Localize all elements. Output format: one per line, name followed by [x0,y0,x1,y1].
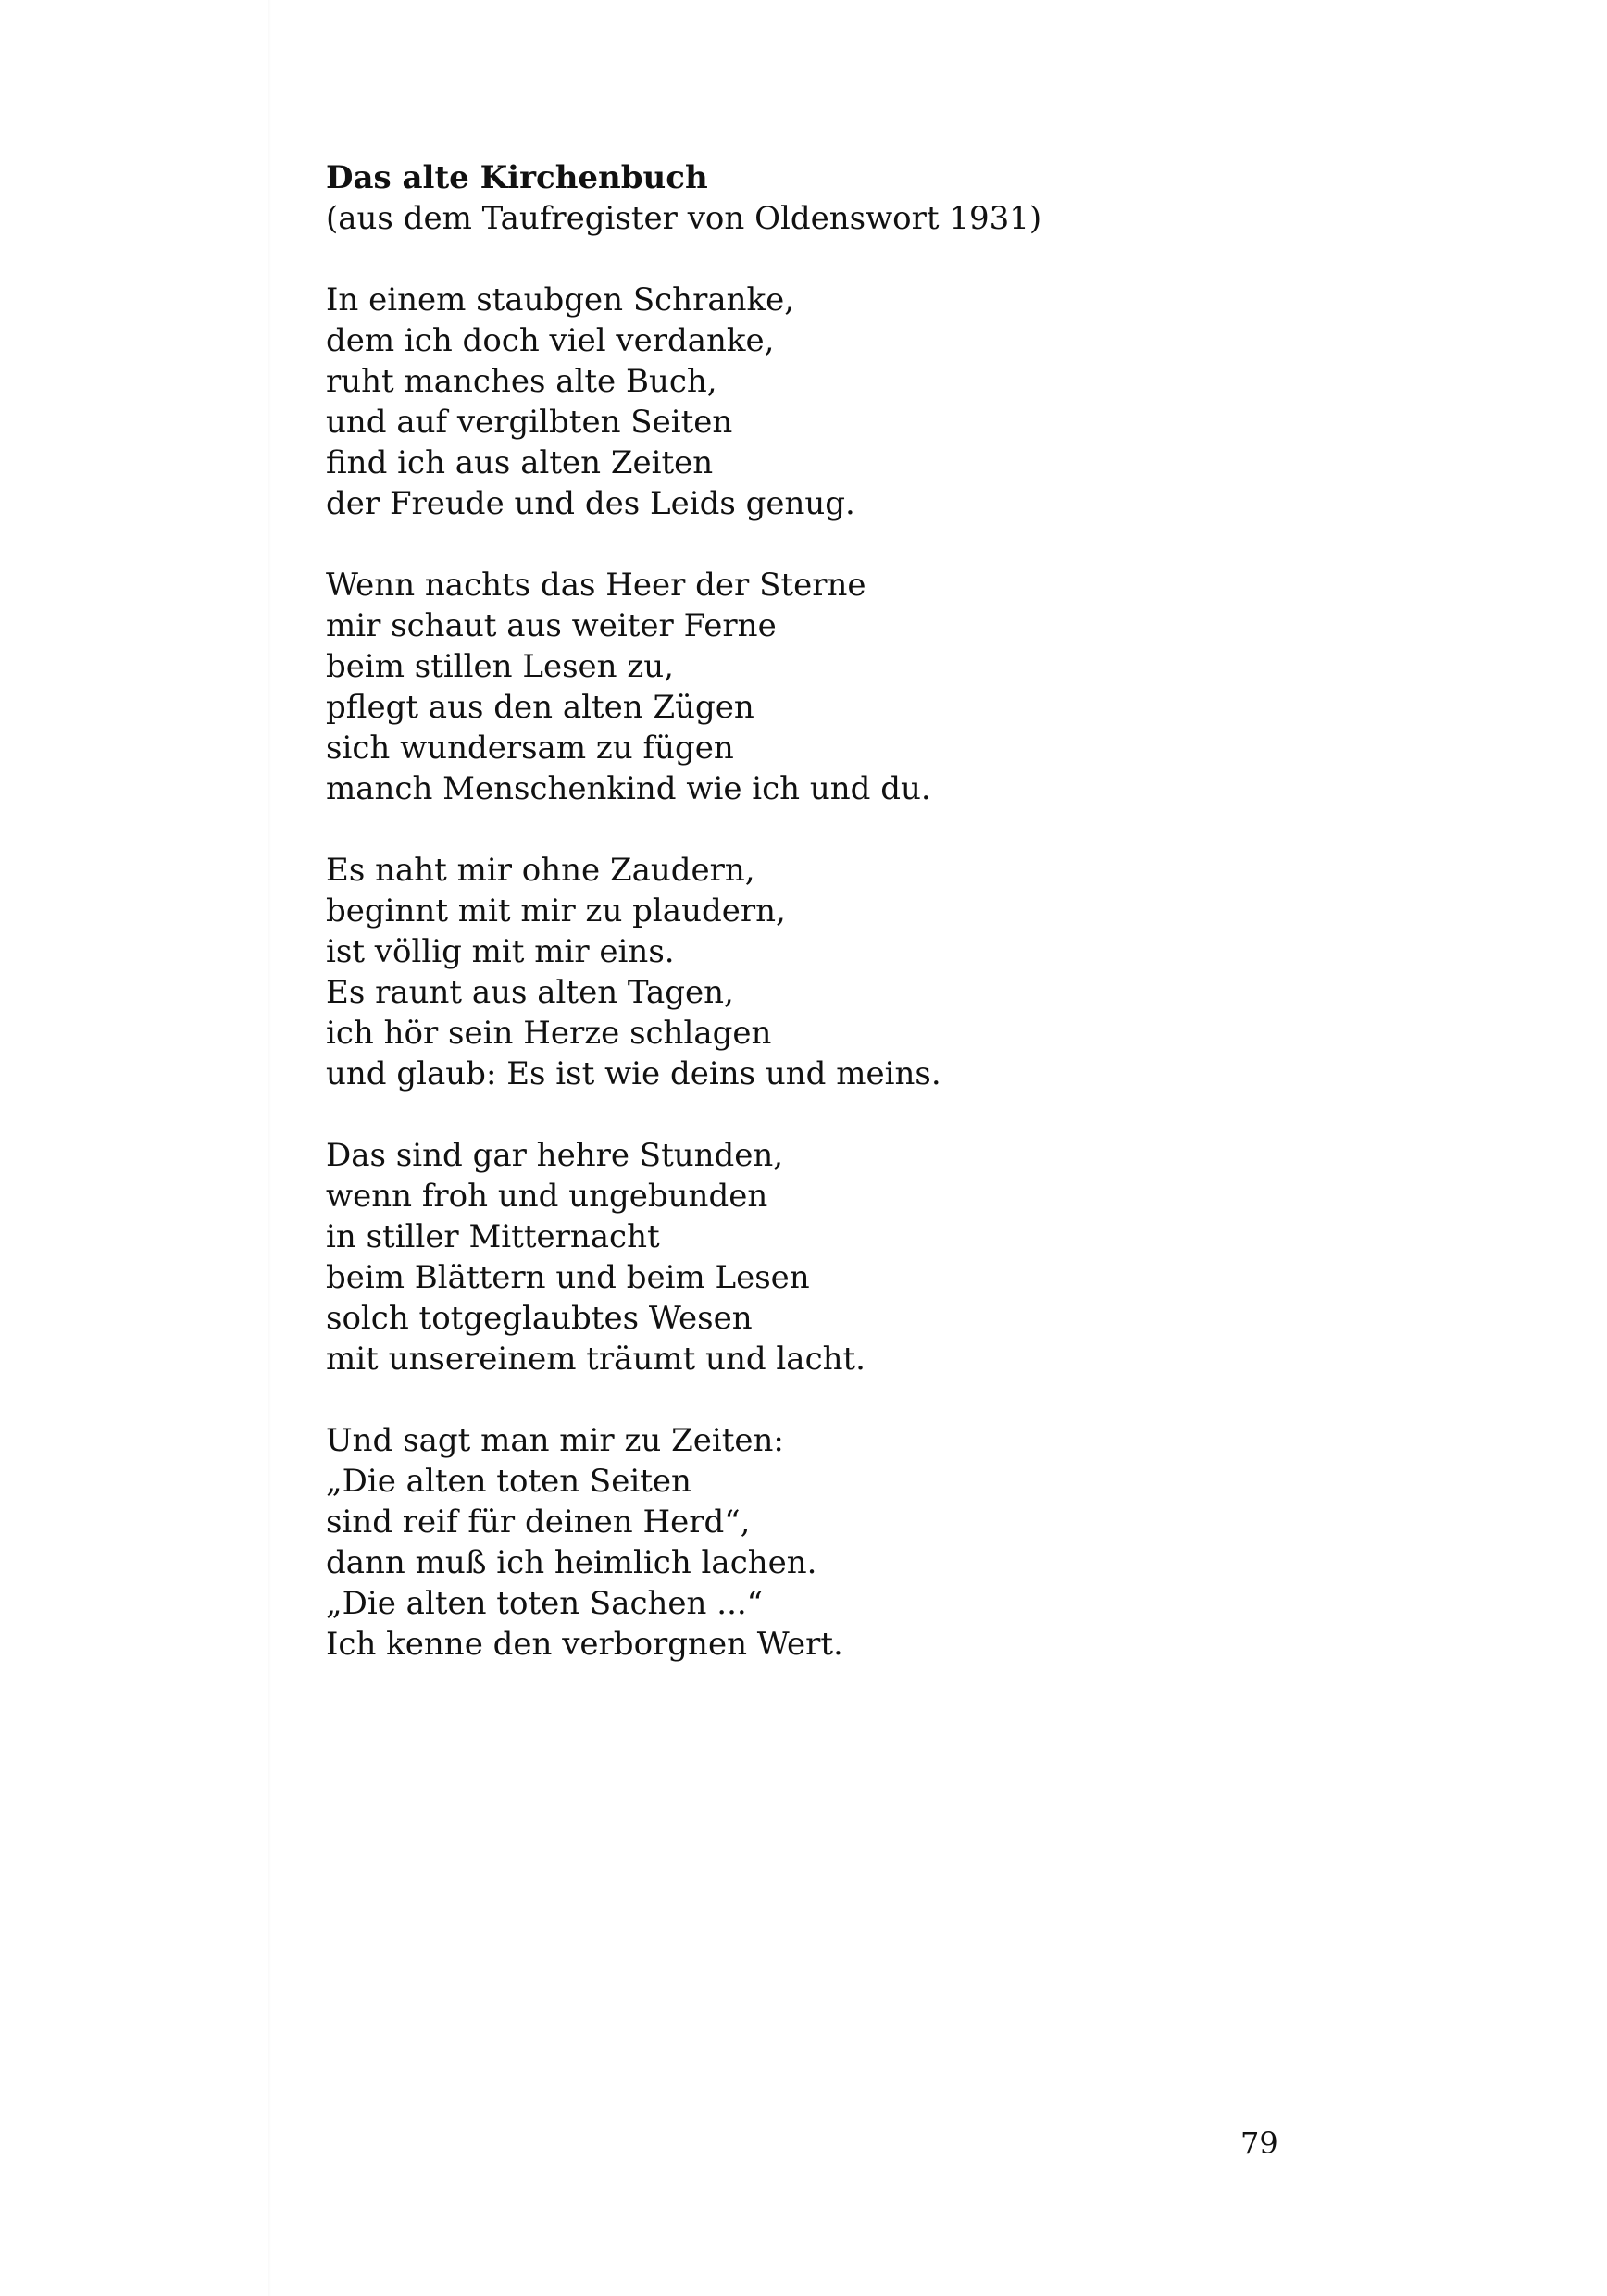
poem-line: beim stillen Lesen zu, [326,648,674,685]
poem [326,157,1344,1665]
poem-line: wenn froh und ungebunden [326,1178,768,1215]
poem-line: find ich aus alten Zeiten [326,444,714,481]
poem-line: dann muß ich heimlich lachen. [326,1544,817,1581]
poem-line: beginnt mit mir zu plaudern, [326,892,786,930]
poem-line: „Die alten toten Sachen ...“ [326,1585,764,1622]
scan-edge-shadow [268,0,271,2296]
poem-line: Und sagt man mir zu Zeiten: [326,1422,784,1459]
poem-subtitle: (aus dem Taufregister von Oldenswort 1931) [326,200,1042,237]
poem-line: mir schaut aus weiter Ferne [326,607,777,644]
stanza-4 [326,1135,1344,1379]
poem-line: ruht manches alte Buch, [326,363,717,400]
poem-line: Ich kenne den verborgnen Wert. [326,1626,843,1663]
page-number: 79 [1240,2126,1278,2161]
poem-line: sind reif für deinen Herd“, [326,1504,751,1541]
poem-line: „Die alten toten Seiten [326,1463,691,1500]
poem-line: solch totgeglaubtes Wesen [326,1300,753,1337]
poem-line: In einem staubgen Schranke, [326,281,795,318]
poem-line: und auf vergilbten Seiten [326,404,733,441]
poem-line: beim Blättern und beim Lesen [326,1259,810,1296]
stanza-1 [326,280,1344,524]
stanza-2 [326,565,1344,809]
poem-line: dem ich doch viel verdanke, [326,322,775,359]
poem-line: ich hör sein Herze schlagen [326,1015,772,1052]
poem-line: sich wundersam zu fügen [326,730,734,767]
stanza-3 [326,850,1344,1094]
poem-line: mit unsereinem träumt und lacht. [326,1341,866,1378]
poem-line: Wenn nachts das Heer der Sterne [326,567,866,604]
poem-line: pflegt aus den alten Zügen [326,689,754,726]
stanza-5 [326,1420,1344,1665]
poem-title: Das alte Kirchenbuch [326,159,708,196]
poem-line: der Freude und des Leids genug. [326,485,855,522]
poem-line: in stiller Mitternacht [326,1218,660,1255]
poem-line: und glaub: Es ist wie deins und meins. [326,1055,941,1092]
poem-line: Es raunt aus alten Tagen, [326,974,734,1011]
poem-line: Das sind gar hehre Stunden, [326,1137,784,1174]
poem-line: Es naht mir ohne Zaudern, [326,852,755,889]
poem-line: ist völlig mit mir eins. [326,933,675,970]
poem-line: manch Menschenkind wie ich und du. [326,770,931,807]
